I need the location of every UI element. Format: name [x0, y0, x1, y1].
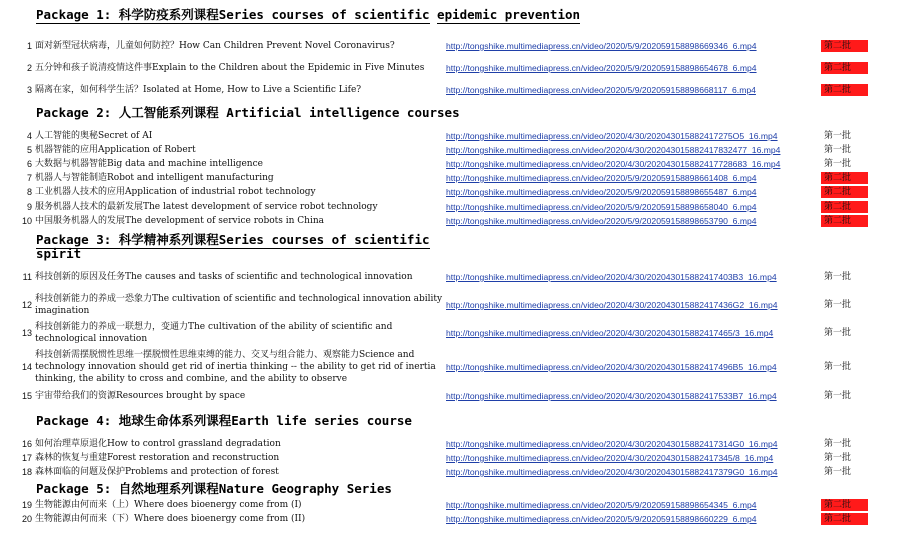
row-number: 9	[26, 202, 32, 212]
row-number: 15	[21, 391, 32, 401]
video-link[interactable]: http://tongshike.multimediapress.cn/video/2020/4/30/202043015882417496B5_16.mp4	[446, 362, 777, 372]
row-number: 4	[26, 131, 32, 141]
package-heading: Package 5: 自然地理系列课程Nature Geography Series	[36, 481, 392, 496]
video-link[interactable]: http://tongshike.multimediapress.cn/video/2020/4/30/202043015882417275O5_16.mp4	[446, 131, 778, 141]
row-number: 6	[26, 159, 32, 169]
row-number: 18	[21, 467, 32, 477]
batch-badge: 第一批	[824, 362, 852, 372]
row-number: 3	[26, 85, 32, 95]
batch-badge: 第二批	[821, 215, 868, 227]
batch-badge: 第一批	[824, 453, 852, 463]
video-link[interactable]: http://tongshike.multimediapress.cn/video/2020/5/9/202059158898658040_6.mp4	[446, 202, 757, 212]
row-number: 13	[21, 328, 32, 338]
course-title: 宇宙带给我们的资源Resources brought by space	[35, 391, 246, 401]
batch-badge: 第一批	[824, 131, 852, 141]
package-heading: Package 4: 地球生命体系列课程Earth life series course	[36, 413, 412, 428]
video-link[interactable]: http://tongshike.multimediapress.cn/video/2020/4/30/202043015882417314G0_16.mp4	[446, 439, 778, 449]
video-link[interactable]: http://tongshike.multimediapress.cn/video/2020/4/30/202043015882417379G0_16.mp4	[446, 467, 778, 477]
row-number: 7	[26, 173, 32, 183]
batch-badge: 第一批	[824, 439, 852, 449]
batch-badge: 第二批	[821, 513, 868, 525]
package-heading: Package 2: 人工智能系列课程 Artificial intelligence courses	[36, 105, 460, 120]
row-number: 16	[21, 439, 32, 449]
package-heading: Package 1: 科学防疫系列课程Series courses of scientific epidemic prevention	[36, 7, 581, 22]
course-title: 面对新型冠状病毒，儿童如何防控？How Can Children Prevent Novel Coronavirus?	[35, 41, 395, 51]
row-number: 5	[26, 145, 32, 155]
row-number: 17	[21, 453, 32, 463]
video-link[interactable]: http://tongshike.multimediapress.cn/video/2020/5/9/202059158898668117_6.mp4	[446, 85, 756, 95]
package-heading: Package 3: 科学精神系列课程Series courses of scientific spirit	[36, 232, 430, 261]
batch-badge: 第二批	[821, 172, 868, 184]
video-link[interactable]: http://tongshike.multimediapress.cn/video/2020/5/9/202059158898661408_6.mp4	[446, 173, 757, 183]
batch-badge: 第一批	[824, 391, 852, 401]
video-link[interactable]: http://tongshike.multimediapress.cn/video/2020/5/9/202059158898655487_6.mp4	[446, 187, 757, 197]
row-number: 14	[21, 362, 32, 372]
row-number: 12	[21, 300, 32, 310]
batch-badge: 第一批	[824, 300, 852, 310]
course-title: 森林的恢复与重建Forest restoration and reconstruction	[35, 453, 280, 463]
course-title: 科技创新能力的养成一联想力，变通力The cultivation of the ability of scientific and technological innovation	[35, 322, 393, 344]
video-link[interactable]: http://tongshike.multimediapress.cn/video/2020/4/30/202043015882417832477_16.mp4	[446, 145, 781, 155]
course-title: 科技创新能力的养成一恐象力The cultivation of scientific and technological innovation ability imagination	[35, 294, 443, 316]
batch-badge: 第二批	[821, 40, 868, 52]
video-link[interactable]: http://tongshike.multimediapress.cn/video/2020/4/30/202043015882417533B7_16.mp4	[446, 391, 777, 401]
video-link[interactable]: http://tongshike.multimediapress.cn/video/2020/5/9/202059158898653790_6.mp4	[446, 216, 757, 226]
course-title: 如何治理草原退化How to control grassland degradation	[35, 439, 281, 449]
row-number: 8	[26, 187, 32, 197]
course-title: 机器人与智能制造Robot and intelligent manufacturing	[35, 173, 274, 183]
batch-badge: 第一批	[824, 272, 852, 282]
course-title: 大数据与机器智能Big data and machine intelligence	[35, 159, 263, 169]
course-title: 生物能源由何而来（上）Where does bioenergy come from (I)	[35, 500, 302, 510]
batch-badge: 第二批	[821, 201, 868, 213]
video-link[interactable]: http://tongshike.multimediapress.cn/video/2020/4/30/202043015882417436G2_16.mp4	[446, 300, 778, 310]
course-title: 工业机器人技术的应用Application of industrial robot technology	[35, 187, 316, 197]
course-title: 科技创新的原因及任务The causes and tasks of scientific and technological innovation	[35, 272, 413, 282]
video-link[interactable]: http://tongshike.multimediapress.cn/video/2020/5/9/202059158898660229_6.mp4	[446, 514, 757, 524]
video-link[interactable]: http://tongshike.multimediapress.cn/video/2020/5/9/202059158898654345_6.mp4	[446, 500, 757, 510]
batch-badge: 第二批	[821, 186, 868, 198]
course-title: 机器智能的应用Application of Robert	[35, 145, 196, 155]
batch-badge: 第一批	[824, 328, 852, 338]
course-title: 生物能源由何而来（下）Where does bioenergy come from (II)	[35, 514, 306, 524]
batch-badge: 第一批	[824, 467, 852, 477]
batch-badge: 第一批	[824, 159, 852, 169]
batch-badge: 第一批	[824, 145, 852, 155]
row-number: 10	[21, 216, 32, 226]
batch-badge: 第二批	[821, 84, 868, 96]
video-link[interactable]: http://tongshike.multimediapress.cn/video/2020/4/30/202043015882417465/3_16.mp4	[446, 328, 774, 338]
batch-badge: 第二批	[821, 499, 868, 511]
row-number: 19	[21, 500, 32, 510]
course-title: 森林面临的问题及保护Problems and protection of forest	[35, 467, 279, 477]
course-title: 五分钟和孩子说清疫情这件事Explain to the Children about the Epidemic in Five Minutes	[35, 63, 425, 73]
row-number: 2	[26, 63, 32, 73]
video-link[interactable]: http://tongshike.multimediapress.cn/video/2020/4/30/202043015882417728683_16.mp4	[446, 159, 781, 169]
row-number: 20	[21, 514, 32, 524]
video-link[interactable]: http://tongshike.multimediapress.cn/video/2020/4/30/202043015882417345/8_16.mp4	[446, 453, 774, 463]
video-link[interactable]: http://tongshike.multimediapress.cn/video/2020/4/30/202043015882417403B3_16.mp4	[446, 272, 777, 282]
batch-badge: 第二批	[821, 62, 868, 74]
course-title: 隔离在家，如何科学生活？Isolated at Home, How to Live a Scientific Life?	[35, 85, 362, 95]
row-number: 1	[26, 41, 32, 51]
video-link[interactable]: http://tongshike.multimediapress.cn/video/2020/5/9/202059158898669346_6.mp4	[446, 41, 757, 51]
row-number: 11	[22, 272, 32, 282]
course-title: 服务机器人技术的最新发展The latest development of service robot technology	[35, 202, 378, 212]
course-title: 中国服务机器人的发展The development of service robots in China	[35, 216, 324, 226]
video-link[interactable]: http://tongshike.multimediapress.cn/video/2020/5/9/202059158898654678_6.mp4	[446, 63, 757, 73]
course-title: 科技创新需摆脱惯性思维一摆脱惯性思维束缚的能力、交叉与组合能力、观察能力Science and technology innovation should get rid of inertia thinking -- the ability to get rid of inertia thinking, the ability to cross and combine, and the ability to observe	[35, 350, 436, 384]
course-title: 人工智能的奥秘Secret of AI	[35, 131, 153, 141]
